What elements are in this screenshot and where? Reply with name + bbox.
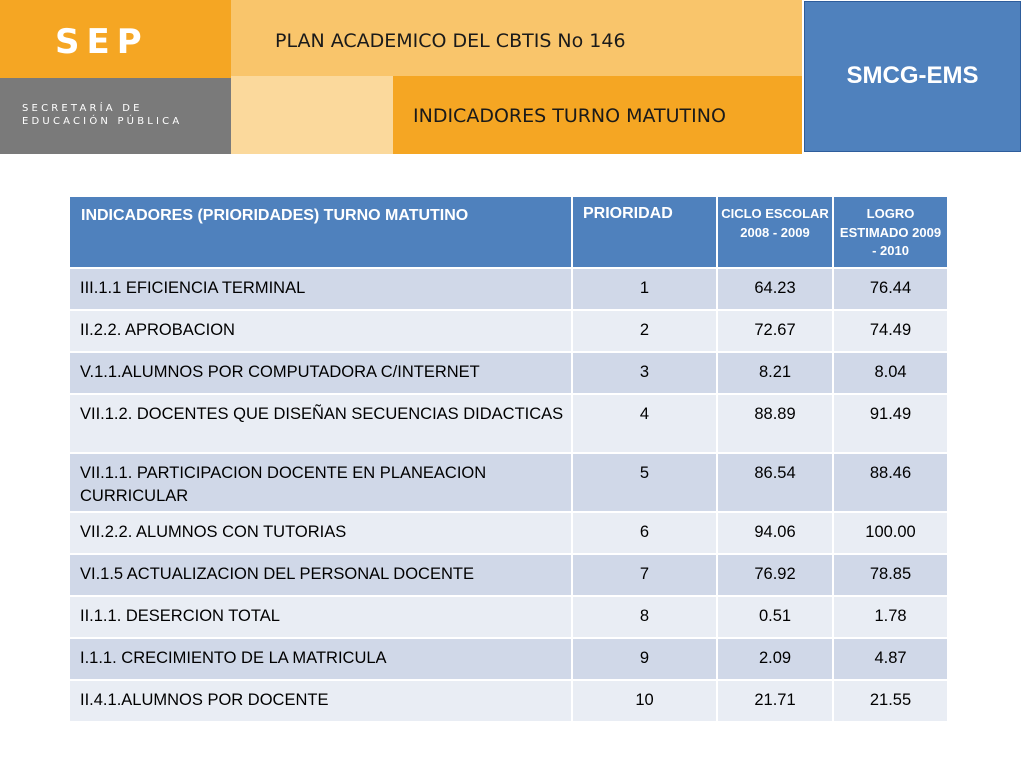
table-row bbox=[69, 596, 948, 638]
cell-prioridad: 5 bbox=[572, 453, 717, 512]
sep-subtitle-line2: EDUCACIÓN PÚBLICA bbox=[22, 116, 183, 127]
cell-prioridad: 7 bbox=[572, 554, 717, 596]
cell-logro: 78.85 bbox=[833, 554, 948, 596]
smcg-badge-label: SMCG-EMS bbox=[846, 62, 979, 89]
cell-ciclo: 94.06 bbox=[717, 512, 833, 554]
cell-ciclo: 72.67 bbox=[717, 310, 833, 352]
cell-indicador: VII.1.1. PARTICIPACION DOCENTE EN PLANEACION CURRICULAR bbox=[69, 453, 572, 512]
cell-logro: 76.44 bbox=[833, 268, 948, 310]
sep-logo-panel bbox=[0, 0, 231, 78]
header-indicador: INDICADORES (PRIORIDADES) TURNO MATUTINO bbox=[69, 196, 572, 268]
cell-logro: 21.55 bbox=[833, 680, 948, 722]
cell-logro: 88.46 bbox=[833, 453, 948, 512]
cell-prioridad: 8 bbox=[572, 596, 717, 638]
cell-logro: 4.87 bbox=[833, 638, 948, 680]
sep-logo: SEP bbox=[55, 22, 149, 62]
cell-indicador: II.4.1.ALUMNOS POR DOCENTE bbox=[69, 680, 572, 722]
page-title: PLAN ACADEMICO DEL CBTIS No 146 bbox=[275, 30, 626, 52]
cell-prioridad: 4 bbox=[572, 394, 717, 453]
cell-prioridad: 10 bbox=[572, 680, 717, 722]
decorative-panel bbox=[231, 76, 393, 154]
cell-ciclo: 0.51 bbox=[717, 596, 833, 638]
table-row bbox=[69, 453, 948, 512]
cell-indicador: VII.1.2. DOCENTES QUE DISEÑAN SECUENCIAS DIDACTICAS bbox=[69, 394, 572, 453]
cell-ciclo: 8.21 bbox=[717, 352, 833, 394]
cell-prioridad: 6 bbox=[572, 512, 717, 554]
cell-indicador: I.1.1. CRECIMIENTO DE LA MATRICULA bbox=[69, 638, 572, 680]
cell-prioridad: 3 bbox=[572, 352, 717, 394]
cell-logro: 8.04 bbox=[833, 352, 948, 394]
cell-ciclo: 2.09 bbox=[717, 638, 833, 680]
cell-indicador: II.2.2. APROBACION bbox=[69, 310, 572, 352]
smcg-badge bbox=[804, 1, 1021, 152]
table-row bbox=[69, 554, 948, 596]
table-row bbox=[69, 512, 948, 554]
indicators-table bbox=[68, 195, 949, 723]
sep-subtitle-line1: SECRETARÍA DE bbox=[22, 103, 143, 114]
table-row bbox=[69, 310, 948, 352]
cell-indicador: V.1.1.ALUMNOS POR COMPUTADORA C/INTERNET bbox=[69, 352, 572, 394]
table-header-row bbox=[69, 196, 948, 268]
table-row bbox=[69, 352, 948, 394]
header-prioridad: PRIORIDAD bbox=[572, 196, 717, 268]
cell-ciclo: 21.71 bbox=[717, 680, 833, 722]
cell-ciclo: 76.92 bbox=[717, 554, 833, 596]
cell-indicador: III.1.1 EFICIENCIA TERMINAL bbox=[69, 268, 572, 310]
cell-prioridad: 9 bbox=[572, 638, 717, 680]
header-ciclo: CICLO ESCOLAR 2008 - 2009 bbox=[717, 196, 833, 268]
cell-logro: 100.00 bbox=[833, 512, 948, 554]
page-subtitle: INDICADORES TURNO MATUTINO bbox=[413, 105, 726, 127]
header-logro: LOGRO ESTIMADO 2009 - 2010 bbox=[833, 196, 948, 268]
cell-logro: 91.49 bbox=[833, 394, 948, 453]
table-row bbox=[69, 394, 948, 453]
table-row bbox=[69, 268, 948, 310]
cell-prioridad: 2 bbox=[572, 310, 717, 352]
cell-ciclo: 64.23 bbox=[717, 268, 833, 310]
table-row bbox=[69, 680, 948, 722]
cell-indicador: VII.2.2. ALUMNOS CON TUTORIAS bbox=[69, 512, 572, 554]
cell-ciclo: 86.54 bbox=[717, 453, 833, 512]
cell-logro: 1.78 bbox=[833, 596, 948, 638]
sep-subtitle bbox=[22, 102, 182, 128]
cell-logro: 74.49 bbox=[833, 310, 948, 352]
cell-indicador: VI.1.5 ACTUALIZACION DEL PERSONAL DOCENTE bbox=[69, 554, 572, 596]
cell-indicador: II.1.1. DESERCION TOTAL bbox=[69, 596, 572, 638]
table-row bbox=[69, 638, 948, 680]
cell-prioridad: 1 bbox=[572, 268, 717, 310]
sep-subtitle-panel bbox=[0, 78, 231, 154]
cell-ciclo: 88.89 bbox=[717, 394, 833, 453]
